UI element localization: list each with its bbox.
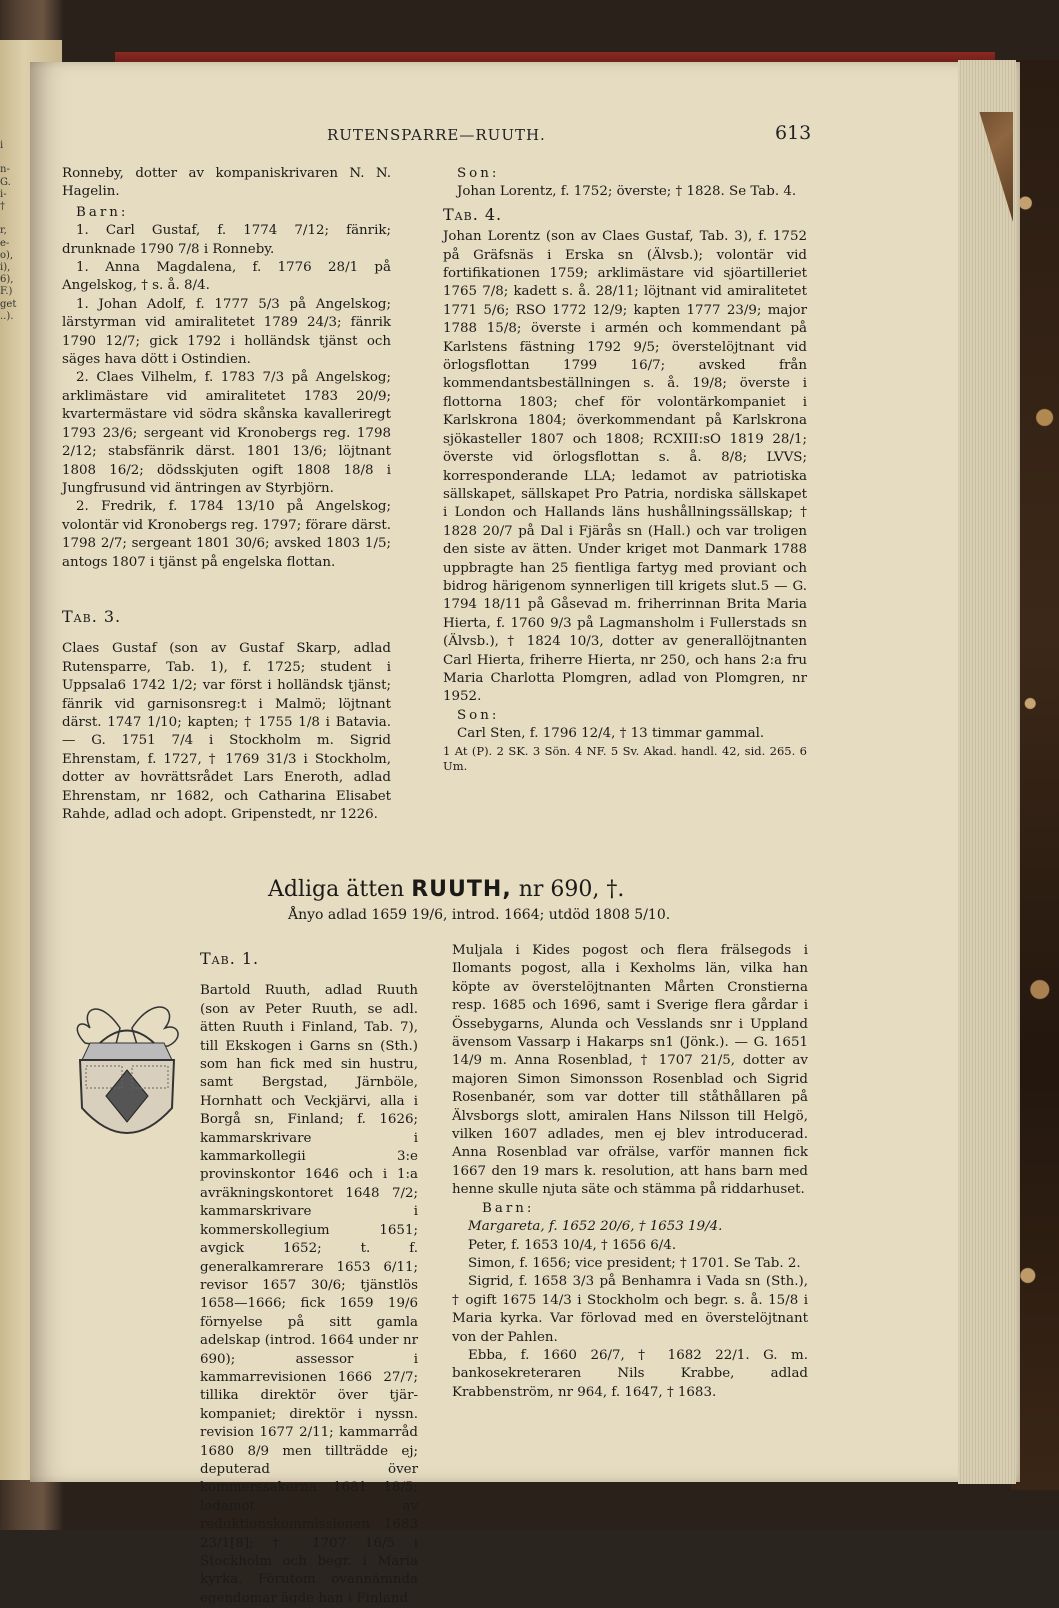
child-entry: 1. Johan Adolf, f. 1777 5/3 på Angelskog; lärstyrman vid amiralitetet 1789 24/3; fänrik 1790 12/7; gick 1792 i holländsk tjänst och säges hava dött i Ostindien. (62, 296, 391, 368)
child-entry: 1. Anna Magdalena, f. 1776 28/1 på Angelskog, † s. å. 8/4. (62, 260, 391, 294)
tab1-text: Bartold Ruuth, adlad Ruuth (son av Peter Ruuth, se adl. ätten Ruuth i Finland, Tab. 7), till Ekskogen i Garns sn (Sth.) som han fick med sin hustru, samt Bergstad, Järnböle, Hornhatt och Veckjärvi, alla i Borgå sn, Finland; f. 1626; kammarskrivare i kammarkollegii 3:e provinskontor 1646 och i 1:a avräkningskontoret 1648 7/2; kammarskrivare i kommerskollegium 1651; avgick 1652; t. f. generalkamrerare 1653 6/11; revisor 1657 30/6; tjänstlös 1658—1666; fick 1659 19/6 förnyelse på sitt gamla adelskap (introd. 1664 under nr 690); assessor i kammarrevisionen 1666 27/7; tillika direktör över tjär-kompaniet; direktör i nyssn. revision 1677 2/11; kammarråd 1680 8/9 men tillträdde ej; deputerad över kommerssakerna 1681 18/5; ledamot av reduktionskommissionen 1683 23/1[8]; † 1707 16/5 i Stockholm och begr. i Maria kyrka. Förutom ovannämnda egendomar ägde han i Finland (200, 983, 418, 1606)
child-entry: Margareta, f. 1652 20/6, † 1653 19/4. (468, 1219, 723, 1235)
facing-page-edge-text: i n- G. i- † r, e- o), i), 6), F.) get ..). (0, 140, 17, 322)
title-suffix: nr 690, †. (518, 877, 625, 902)
page-edges (958, 60, 1016, 1484)
intro-text: Ronneby, dotter av kompaniskrivaren N. N. Hagelin. (62, 166, 391, 200)
son-text: Johan Lorentz, f. 1752; överste; † 1828. Se Tab. 4. (457, 184, 797, 200)
tab3-heading: Tab. 3. (62, 606, 122, 626)
continuation-text: Muljala i Kides pogost och flera frälsegods i Ilomants pogost, alla i Kexholms län, vilka han köpte av överstelöjtnanten Mårten Cronstierna resp. 1685 och 1696, samt i Sverige flera gårdar i Össebygarns, Alunda och Vesslands snr i Uppland ävensom Vassarp i Hakarps sn1 (Jönk.). — G. 1651 14/9 m. Anna Rosenblad, † 1707 21/5, dotter av majoren Simon Simonsson Rosenblad och Sigrid Rosenbanér, som var dotter till ståthållaren på Älvsborgs slott, amiralen Hans Nilsson till Helgö, vilken 1607 adlades, men ej blev introducerad. Anna Rosenblad var ofrälse, varför mannen fick 1667 den 19 mars k. resolution, att hans barn med henne skulle njuta säte och stämma på riddarhuset. (452, 943, 808, 1198)
child-entry: Peter, f. 1653 10/4, † 1656 6/4. (468, 1237, 677, 1253)
running-title: RUTENSPARRE—RUUTH. (327, 126, 546, 144)
child-entry: 1. Carl Gustaf, f. 1774 7/12; fänrik; drunknade 1790 7/8 i Ronneby. (62, 223, 391, 257)
tab3-text: Claes Gustaf (son av Gustaf Skarp, adlad Rutensparre, Tab. 1), f. 1725; student i Uppsala6 1742 1/2; var först i holländsk tjänst; fänrik vid garnisonsreg:t i Malmö; löjtnant därst. 1747 1/10; kapten; † 1755 1/8 i Batavia. — G. 1751 7/4 i Stockholm m. Sigrid Ehrenstam, f. 1727, † 1769 31/3 i Stockholm, dotter av hovrättsrådet Lars Eneroth, adlad Ehrenstam, nr 1682, och Catharina Elisabet Rahde, adlad och adopt. Gripenstedt, nr 1226. (62, 641, 391, 822)
child-entry: 2. Fredrik, f. 1784 13/10 på Angelskog; volontär vid Kronobergs reg. 1797; förare därst. 1798 2/7; sergeant 1801 30/6; avsked 1803 1/5; antogs 1807 i tjänst på engelska flottan. (62, 499, 391, 570)
family-title (268, 877, 624, 902)
title-prefix: Adliga ätten (268, 877, 405, 902)
son-label: Son: (457, 166, 500, 181)
page-number: 613 (775, 122, 812, 144)
barn-label: Barn: (76, 204, 129, 220)
tab4-text: Johan Lorentz (son av Claes Gustaf, Tab. 3), f. 1752 på Gräfsnäs i Erska sn (Älvsb.); volontär vid fortifikationen 1759; arklimästare vid sjöartilleriet 1765 7/8; kadett s. å. 28/11; löjtnant vid amiralitetet 1771 5/6; RSO 1772 12/9; kapten 1777 23/9; major 1788 15/8; överste i armén och kommendant på Karlstens fästning 1792 9/5; överstelöjtnant vid örlogsflottan 1799 16/7; avsked från kommendantsbeställningen s. å. 19/8; överste i flottorna 1803; chef för volontärkompaniet i Karlskrona 1804; överkommendant på Karlskrona sjökasteller 1807 och 1808; RCXIII:sO 1819 28/1; överste vid örlogsflottan s. å. 8/8; LVVS; korresponderande LLA; ledamot av patriotiska sällskapet, sällskapet Pro Patria, nordiska sällskapet i London och Hallands läns hushållningssällskap; † 1828 20/7 på Dal i Fjärås sn (Hall.) och var troligen den siste av ätten. Under kriget mot Danmark 1788 uppbragte han 25 fientliga fartyg med proviant och bidrog härigenom synnerligen till krigets slut.5 — G. 1794 18/11 på Gåsevad m. friherrinnan Brita Maria Hierta, f. 1760 9/3 på Lagmansholm i Fullerstads sn (Älvsb.), † 1824 10/3, dotter av generallöjtnanten Carl Hierta, friherre Hierta, nr 250, och hans 2:a fru Maria Charlotta Plomgren, adlad von Plomgren, nr 1952. (443, 229, 807, 705)
child-entry: Ebba, f. 1660 26/7, † 1682 22/1. G. m. bankosekreteraren Nils Krabbe, adlad Krabbenström, nr 964, f. 1647, † 1683. (452, 1347, 808, 1400)
child-entry: Sigrid, f. 1658 3/3 på Benhamra i Vada sn (Sth.), † ogift 1675 14/3 i Stockholm och begr. s. å. 15/8 i Maria kyrka. Var förlovad med en överstelöjtnant von der Pahlen. (452, 1274, 808, 1345)
son2-label: Son: (457, 707, 500, 723)
child-entry: Simon, f. 1656; vice president; † 1701. Se Tab. 2. (468, 1255, 801, 1271)
tab4-heading: Tab. 4. (443, 204, 503, 224)
column-right-top (443, 165, 807, 774)
child-entry: 2. Claes Vilhelm, f. 1783 7/3 på Angelskog; arklimästare vid amiralitetet 1783 20/9; kvartermästare vid södra skånska kavalleriregt 1793 23/6; sergeant vid Kronobergs reg. 1798 2/12; stabsfänrik därst. 1801 13/6; löjtnant 1808 16/2; dödsskjuten ogift 1808 18/8 i Jungfrusund vid äntringen av Styrbjörn. (62, 370, 391, 496)
son2-text: Carl Sten, f. 1796 12/4, † 13 timmar gammal. (457, 726, 765, 742)
column-left-bottom (60, 950, 418, 1608)
tab1-heading: Tab. 1. (200, 949, 260, 968)
barn-label: Barn: (482, 1200, 535, 1216)
title-name: RUUTH, (411, 877, 512, 902)
column-right-bottom (452, 942, 808, 1402)
family-subtitle: Ånyo adlad 1659 19/6, introd. 1664; utdöd 1808 5/10. (288, 907, 671, 923)
footnotes: 1 At (P). 2 SK. 3 Sön. 4 NF. 5 Sv. Akad. handl. 42, sid. 265. 6 Um. (443, 743, 807, 773)
column-left-top (62, 165, 391, 824)
